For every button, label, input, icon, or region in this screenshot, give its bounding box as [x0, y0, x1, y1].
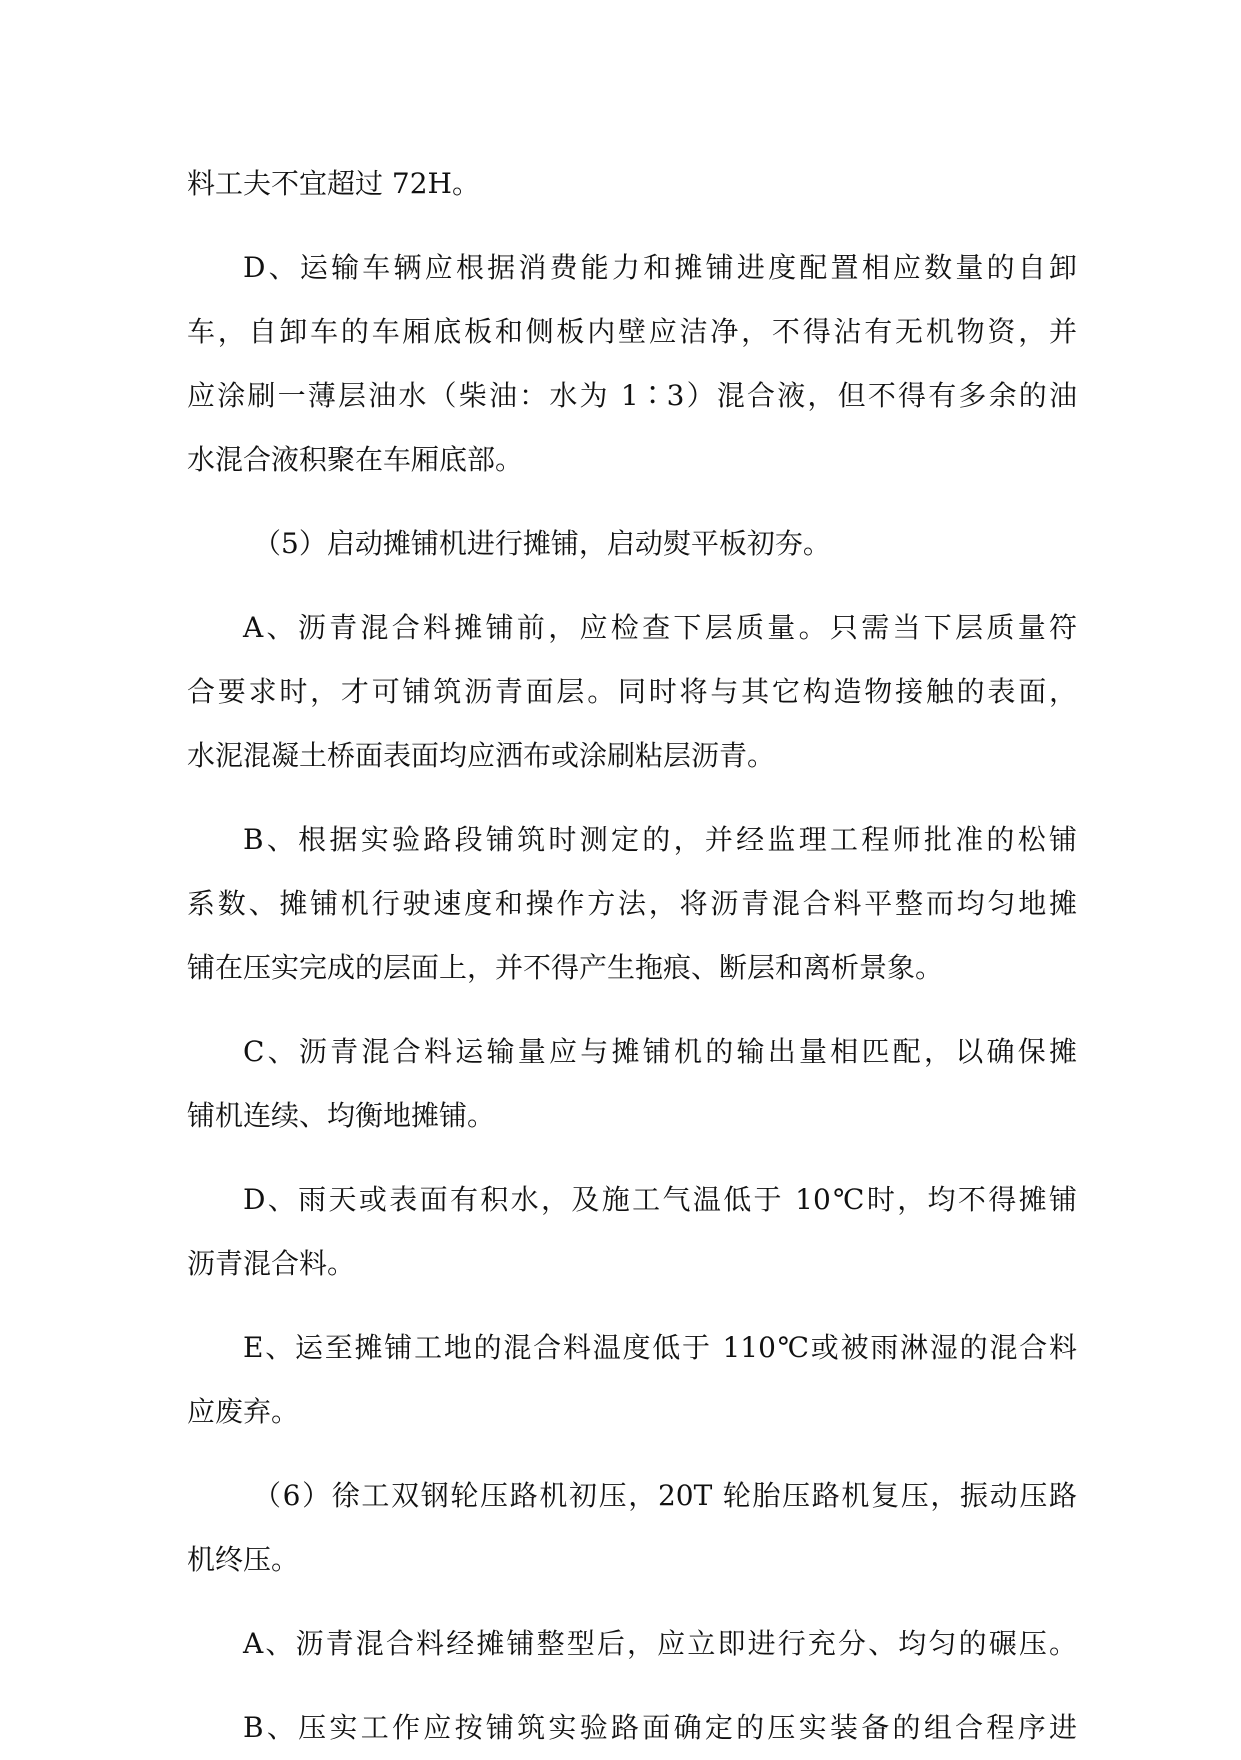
paragraph-d2-line-1: D、雨天或表面有积水，及施工气温低于 10℃时，均不得摊铺	[243, 1183, 1077, 1216]
document-body	[187, 152, 1077, 1760]
text-line: 料工夫不宜超过 72H。	[187, 167, 480, 200]
paragraph-b2-line-1: B、压实工作应按铺筑实验路面确定的压实装备的组合程序进	[243, 1711, 1077, 1744]
text-line: 系数、摊铺机行驶速度和操作方法，将沥青混合料平整而均匀地摊	[187, 887, 1077, 920]
text-line: 铺机连续、均衡地摊铺。	[187, 1099, 496, 1132]
text-line: 合要求时，才可铺筑沥青面层。同时将与其它构造物接触的表面，	[187, 675, 1077, 708]
text-line: 沥青混合料。	[187, 1247, 356, 1280]
text-line: 车，自卸车的车厢底板和侧板内壁应洁净，不得沾有无机物资，并	[187, 315, 1077, 348]
text-line: 水混合液积聚在车厢底部。	[187, 443, 524, 476]
section-heading-5: （5）启动摊铺机进行摊铺，启动熨平板初夯。	[253, 527, 831, 560]
text-line: 机终压。	[187, 1543, 300, 1576]
text-line: 水泥混凝土桥面表面均应洒布或涂刷粘层沥青。	[187, 739, 776, 772]
paragraph-c-line-1: C、沥青混合料运输量应与摊铺机的输出量相匹配，以确保摊	[243, 1035, 1077, 1068]
text-line: 铺在压实完成的层面上，并不得产生拖痕、断层和离析景象。	[187, 951, 944, 984]
paragraph-b-line-1: B、根据实验路段铺筑时测定的，并经监理工程师批准的松铺	[243, 823, 1077, 856]
text-line: 应废弃。	[187, 1395, 300, 1428]
section-heading-6: （6）徐工双钢轮压路机初压，20T 轮胎压路机复压，振动压路	[253, 1479, 1077, 1512]
paragraph-d-line-1: D、运输车辆应根据消费能力和摊铺进度配置相应数量的自卸	[243, 251, 1077, 284]
paragraph-a2-line-1: A、沥青混合料经摊铺整型后，应立即进行充分、均匀的碾压。	[243, 1627, 1077, 1660]
paragraph-a-line-1: A、沥青混合料摊铺前，应检查下层质量。只需当下层质量符	[243, 611, 1077, 644]
paragraph-e-line-1: E、运至摊铺工地的混合料温度低于 110℃或被雨淋湿的混合料	[243, 1331, 1077, 1364]
text-line: 应涂刷一薄层油水（柴油：水为 1∶3）混合液，但不得有多余的油	[187, 379, 1077, 412]
